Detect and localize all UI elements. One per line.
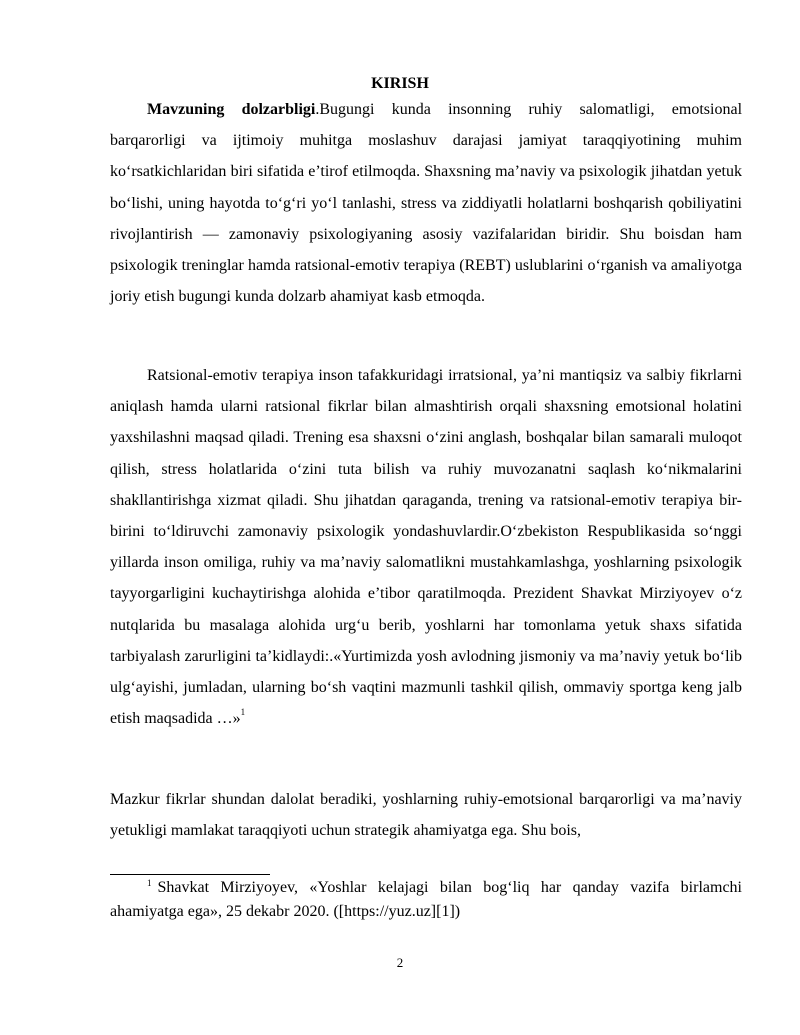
paragraph-conclusion-text: Mazkur fikrlar shundan dalolat beradiki, yoshlarning ruhiy-emotsional barqarorligi va ma’naviy yetukligi mamlakat taraqqiyoti uchun strategik ahamiyatga ega. Shu bois, — [110, 791, 742, 840]
footnote-reference[interactable]: 1 — [240, 706, 246, 717]
paragraph-rebt — [110, 360, 742, 734]
paragraph-relevance — [110, 94, 742, 312]
footnote-number: 1 — [147, 877, 152, 888]
section-heading: KIRISH — [371, 75, 429, 92]
paragraph-conclusion — [110, 784, 742, 846]
footnote-divider — [110, 874, 270, 875]
paragraph-relevance-text: .Bugungi kunda insonning ruhiy salomatligi, emotsional barqarorligi va ijtimoiy muhitga moslashuv darajasi jamiyat taraqqiyotining muhim ko‘rsatkichlaridan biri sifatida e’tirof etilmoqda. Shaxsning ma’naviy va psixologik jihatdan yetuk bo‘lishi, uning hayotda to‘g‘ri yo‘l tanlashi, stress va ziddiyatli holatlarni boshqarish qobiliyatini rivojlantirish — zamonaviy psixologiyaning asosiy vazifalaridan biridir. Shu boisdan ham psixologik treninglar hamda ratsional-emotiv terapiya (REBT) uslublarini o‘rganish va amaliyotga joriy etish bugungi kunda dolzarb ahamiyat kasb etmoqda. — [110, 101, 743, 306]
paragraph-rebt-text: Ratsional-emotiv terapiya inson tafakkuridagi irratsional, ya’ni mantiqsiz va salbiy fikrlarni aniqlash hamda ularni ratsional fikrlar bilan almashtirish orqali shaxsning emotsional holatini yaxshilashni maqsad qiladi. Trening esa shaxsni o‘zini anglash, boshqalar bilan samarali muloqot qilish, stress holatlarida o‘zini tuta bilish va ruhiy muvozanatni saqlash ko‘nikmalarini shakllantirishga xizmat qiladi. Shu jihatdan qaraganda, trening va ratsional-emotiv terapiya bir-birini to‘ldiruvchi zamonaviy psixologik yondashuvlardir.O‘zbekiston Respublikasida so‘nggi yillarda inson omiliga, ruhiy va ma’naviy salomatlikni mustahkamlashga, yoshlarning psixologik tayyorgarligini kuchaytirishga alohida e’tibor qaratilmoqda. Prezident Shavkat Mirziyoyev o‘z nutqlarida bu masalaga alohida urg‘u berib, yoshlarni har tomonlama yetuk shaxs sifatida tarbiyalash zarurligini ta’kidlaydi:.«Yurtimizda yosh avlodning jismoniy va ma’naviy yetuk bo‘lib ulg‘ayishi, jumladan, ularning bo‘sh vaqtini mazmunli tashkil qilish, ommaviy sportga keng jalb etish maqsadida …» — [110, 367, 742, 728]
page-number: 2 — [396, 955, 404, 970]
footnote-text: Shavkat Mirziyoyev, «Yoshlar kelajagi bilan bog‘liq har qanday vazifa birlamchi ahamiyatga ega», 25 dekabr 2020. ([https://yuz.uz][1]) — [110, 879, 742, 920]
lead-term: Mavzuning dolzarbligi — [147, 101, 316, 118]
footnote — [110, 876, 742, 924]
